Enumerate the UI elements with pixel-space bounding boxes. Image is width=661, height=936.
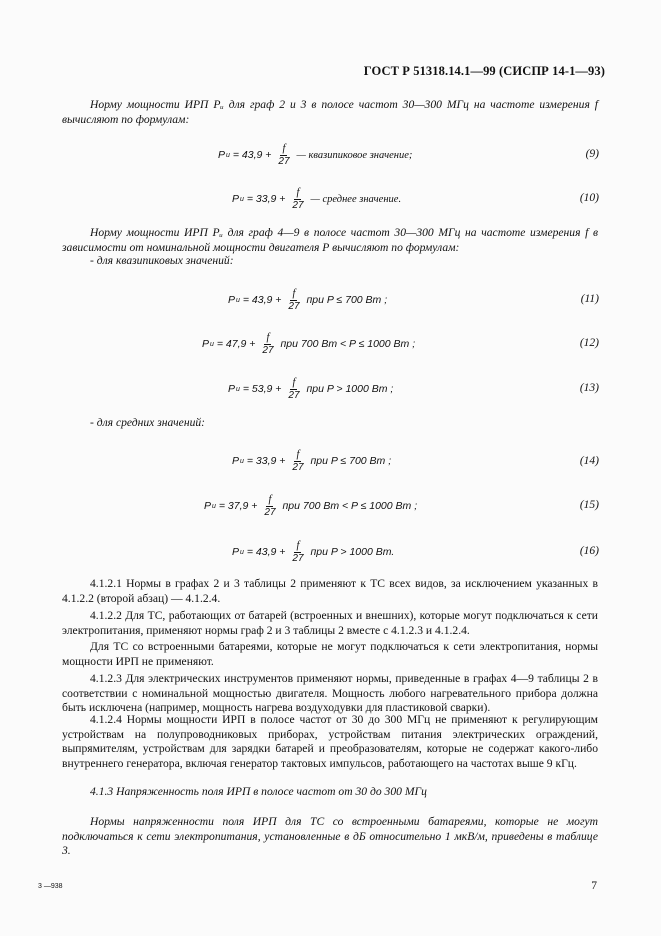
paragraph-4-1-2-2-b: Для ТС со встроенными батареями, которые не могут подключаться к сети электропитания, нормы мощности ИРП не применяют. [62, 640, 598, 668]
formula-12: P и = 47,9 + $\frac{f}{27}$ при 700 Вт < P ≤ 1000 Вт ; [202, 331, 416, 356]
equation-number: (10) [579, 192, 599, 204]
document-header: ГОСТ Р 51318.14.1—99 (СИСПР 14-1—93) [363, 64, 605, 78]
equation-number: (12) [579, 337, 599, 349]
print-mark: 3 —938 [38, 883, 63, 890]
paragraph-4-1-2-2: 4.1.2.2 Для ТС, работающих от батарей (встроенных и внешних), которые могут подключаться к сети электропитания, применяют нормы граф 2 и 3 таблицы 2 вместе с 4.1.2.3 и 4.1.2.4. [62, 609, 598, 637]
equation-number: (13) [579, 382, 599, 394]
paragraph-4-1-2-1: 4.1.2.1 Нормы в графах 2 и 3 таблицы 2 применяют к ТС всех видов, за исключением указанных в 4.1.2.2 (второй абзац) — 4.1.2.4. [62, 577, 598, 605]
paragraph-4-1-2-3: 4.1.2.3 Для электрических инструментов применяют нормы, приведенные в графах 4—9 таблицы 2 в соответствии с номинальной мощностью двигателя. Мощность любого нагревательного прибора должна быть исключена (например, мощность нагрева воздуходувки для пластиковой сварки). [62, 672, 598, 714]
equation-number: (14) [579, 455, 599, 467]
formula-10: P и = 33,9 + $\frac{f}{27}$ — среднее значение. [232, 186, 402, 211]
formula-11: P и = 43,9 + $\frac{f}{27}$ при P ≤ 700 Вт ; [228, 287, 388, 312]
equation-number: (11) [580, 293, 599, 305]
page-number: 7 [591, 880, 597, 892]
equation-number: (16) [579, 545, 599, 557]
intro-paragraph-2: Норму мощности ИРП Pᵤ для граф 4—9 в полосе частот 30—300 МГц на частоте измерения f в зависимости от номинальной мощности двигателя P вычисляют по формулам: [62, 226, 598, 254]
section-heading-4-1-3: 4.1.3 Напряженность поля ИРП в полосе частот от 30 до 300 МГц [90, 785, 427, 798]
equation-number: (9) [585, 148, 599, 160]
average-label: - для средних значений: [90, 416, 206, 429]
equation-number: (15) [579, 499, 599, 511]
formula-14: P и = 33,9 + $\frac{f}{27}$ при P ≤ 700 Вт ; [232, 448, 392, 473]
formula-16: P и = 43,9 + $\frac{f}{27}$ при P > 1000 Вт. [232, 539, 395, 564]
formula-9: P и = 43,9 + $\frac{f}{27}$ — квазипиковое значение; [218, 142, 413, 167]
formula-15: P и = 37,9 + $\frac{f}{27}$ при 700 Вт < P ≤ 1000 Вт ; [204, 493, 418, 518]
paragraph-4-1-2-4: 4.1.2.4 Нормы мощности ИРП в полосе частот от 30 до 300 МГц не применяют к регулирующим устройствам на полупроводниковых приборах, устройствам питания электрических ограждений, выпрямителям, устройствам для зарядки батарей и преобразователям, которые не содержат какого-либо внутреннего генератора, включая генератор тактовых импульсов, работающего на частотах выше 9 кГц. [62, 713, 598, 770]
paragraph-4-1-3: Нормы напряженности поля ИРП для ТС со встроенными батареями, которые не могут подключаться к сети электропитания, установленные в дБ относительно 1 мкВ/м, приведены в таблице 3. [62, 815, 598, 857]
quasi-peak-label: - для квазипиковых значений: [90, 254, 234, 267]
formula-13: P и = 53,9 + $\frac{f}{27}$ при P > 1000 Вт ; [228, 376, 394, 401]
intro-paragraph-1: Норму мощности ИРП Pᵤ для граф 2 и 3 в полосе частот 30—300 МГц на частоте измерения f вычисляют по формулам: [62, 98, 598, 126]
